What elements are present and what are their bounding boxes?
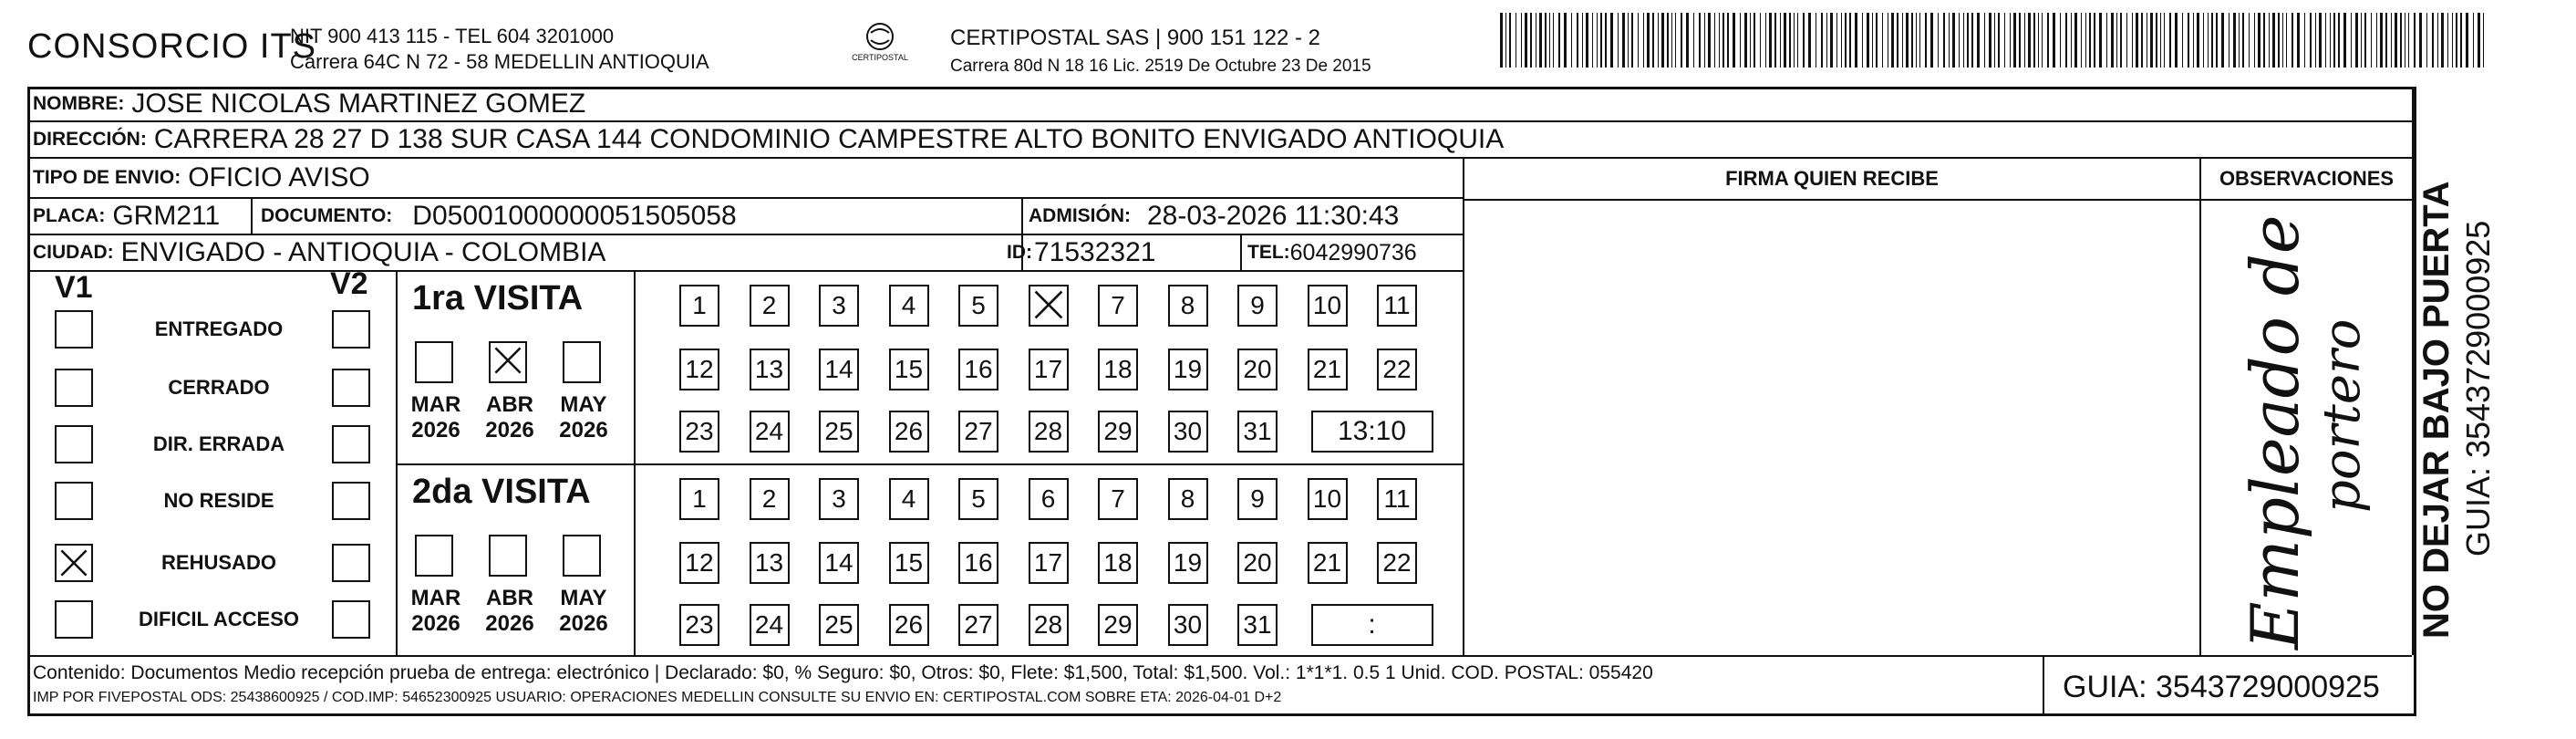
day-number: 7 — [1111, 291, 1125, 319]
day-number: 11 — [1383, 291, 1411, 319]
day-number: 17 — [1033, 548, 1063, 577]
day-box[interactable] — [679, 285, 719, 327]
signature-header: FIRMA QUIEN RECIBE — [1725, 167, 1939, 190]
v2-checkbox[interactable] — [332, 544, 370, 582]
x-mark-icon — [58, 547, 89, 578]
day-box[interactable] — [1377, 285, 1417, 327]
month-label — [478, 392, 542, 443]
v1-checkbox[interactable] — [55, 425, 93, 463]
month-label — [404, 392, 468, 443]
recipient-id: 71532321 — [1034, 237, 1156, 267]
day-number: 31 — [1243, 417, 1272, 445]
day-box[interactable] — [679, 478, 719, 520]
v1-checkbox[interactable] — [55, 369, 93, 407]
month-checkbox[interactable] — [563, 341, 601, 383]
day-number: 27 — [964, 417, 993, 445]
footer-content: Contenido: Documentos Medio recepción prueba de entrega: electrónico | Declarado: $0, % Seguro: $0, Otros: $0, Flete: $1,500, Total: $1,500. Vol.: 1*1*1. 0.5 1 Unid. COD. POSTAL: 055420 — [33, 662, 1653, 683]
day-number: 15 — [894, 548, 924, 577]
month-year: 2026 — [485, 611, 534, 636]
day-box[interactable] — [819, 285, 859, 327]
day-number: 14 — [824, 548, 853, 577]
day-number: 16 — [964, 355, 993, 383]
v1-checkbox[interactable] — [55, 600, 93, 639]
day-number: 26 — [894, 610, 924, 639]
recipient-city: ENVIGADO - ANTIOQUIA - COLOMBIA — [120, 237, 606, 267]
v1-checkbox[interactable] — [55, 544, 93, 582]
v2-header: V2 — [330, 266, 368, 301]
visit-title: 1ra VISITA — [412, 279, 584, 317]
day-number: 1 — [692, 484, 707, 513]
month-name: MAR — [410, 586, 461, 610]
day-box[interactable] — [1029, 478, 1069, 520]
month-label — [478, 586, 542, 637]
day-number: 4 — [901, 291, 916, 319]
v1-header: V1 — [55, 270, 93, 305]
day-box[interactable] — [1098, 411, 1138, 453]
day-box[interactable] — [889, 604, 929, 646]
month-label — [404, 586, 468, 637]
plate: GRM211 — [112, 201, 221, 231]
handwriting-line-2: portero — [2312, 318, 2372, 513]
day-box[interactable] — [1029, 285, 1069, 327]
day-number: 23 — [685, 610, 714, 639]
day-number: 10 — [1312, 484, 1342, 513]
side-warning: NO DEJAR BAJO PUERTA — [2416, 181, 2457, 639]
recipient-tel: 6042990736 — [1289, 239, 1417, 265]
day-number: 29 — [1103, 610, 1133, 639]
day-box[interactable] — [819, 478, 859, 520]
day-number: 19 — [1173, 355, 1203, 383]
document-number: D05001000000051505058 — [412, 201, 737, 231]
day-number: 23 — [685, 417, 714, 445]
time-box[interactable]: 13:10 — [1311, 411, 1433, 453]
month-checkbox[interactable] — [489, 535, 527, 577]
day-box[interactable] — [889, 478, 929, 520]
day-number: 15 — [894, 355, 924, 383]
month-year: 2026 — [485, 418, 534, 442]
day-number: 2 — [761, 484, 777, 513]
admission-label: ADMISIÓN: — [1029, 205, 1131, 226]
x-mark-icon — [492, 345, 523, 376]
day-box[interactable] — [1377, 349, 1417, 390]
day-number: 9 — [1250, 484, 1265, 513]
day-box[interactable] — [819, 411, 859, 453]
day-box[interactable] — [750, 604, 790, 646]
month-name: ABR — [486, 586, 533, 610]
day-number: 29 — [1103, 417, 1133, 445]
day-number: 6 — [1040, 484, 1056, 513]
day-number: 31 — [1243, 610, 1272, 639]
day-box[interactable] — [679, 604, 719, 646]
brand-name: CONSORCIO ITS — [27, 27, 317, 66]
day-box[interactable] — [1098, 542, 1138, 584]
day-number: 12 — [685, 548, 714, 577]
month-year: 2026 — [411, 418, 460, 442]
day-box[interactable] — [1029, 349, 1069, 390]
observations-header: OBSERVACIONES — [2219, 167, 2395, 190]
day-box[interactable] — [1377, 478, 1417, 520]
day-number: 1 — [692, 291, 707, 319]
day-box[interactable] — [1237, 349, 1278, 390]
day-box[interactable] — [889, 411, 929, 453]
month-label — [552, 586, 616, 637]
day-box[interactable] — [1308, 542, 1348, 584]
footer-imp: IMP POR FIVEPOSTAL ODS: 25438600925 / COD.IMP: 54652300925 USUARIO: OPERACIONES MEDELLIN CONSULTE SU ENVIO EN: CERTIPOSTAL.COM SOBRE ETA: 2026-04-01 D+2 — [33, 690, 1282, 705]
day-box[interactable] — [958, 349, 998, 390]
status-label: CERRADO — [168, 376, 270, 399]
day-box[interactable] — [1098, 349, 1138, 390]
status-label: DIR. ERRADA — [152, 432, 285, 455]
day-number: 30 — [1173, 417, 1203, 445]
tel-label: TEL: — [1247, 242, 1290, 263]
day-number: 5 — [971, 291, 986, 319]
recipient-name: JOSE NICOLAS MARTINEZ GOMEZ — [131, 88, 586, 119]
day-number: 3 — [832, 291, 846, 319]
day-box[interactable] — [819, 542, 859, 584]
day-box[interactable] — [958, 411, 998, 453]
day-box[interactable] — [958, 604, 998, 646]
v2-checkbox[interactable] — [332, 600, 370, 639]
time-box[interactable]: : — [1311, 604, 1433, 646]
day-number: 21 — [1312, 355, 1342, 383]
day-number: 24 — [754, 610, 784, 639]
day-box[interactable] — [1029, 542, 1069, 584]
day-number: 28 — [1033, 610, 1063, 639]
day-number: 30 — [1173, 610, 1203, 639]
logo-text: CERTIPOSTAL — [852, 53, 908, 62]
day-box[interactable] — [819, 604, 859, 646]
day-box[interactable] — [1237, 478, 1278, 520]
side-guia: GUIA: 3543729000925 — [2459, 220, 2497, 557]
carrier-name: CERTIPOSTAL SAS | 900 151 122 - 2 — [950, 26, 1320, 50]
day-number: 3 — [832, 484, 846, 513]
day-number: 27 — [964, 610, 993, 639]
day-box[interactable] — [1168, 604, 1208, 646]
status-label: NO RESIDE — [163, 489, 274, 512]
day-box[interactable] — [1168, 542, 1208, 584]
day-box[interactable] — [1098, 285, 1138, 327]
day-box[interactable] — [1168, 411, 1208, 453]
recipient-address: CARRERA 28 27 D 138 SUR CASA 144 CONDOMINIO CAMPESTRE ALTO BONITO ENVIGADO ANTIOQUIA — [153, 124, 1505, 154]
month-year: 2026 — [559, 418, 608, 442]
day-box[interactable] — [958, 285, 998, 327]
day-number: 19 — [1173, 548, 1203, 577]
day-number: 4 — [901, 484, 916, 513]
plate-label: PLACA: — [33, 205, 106, 226]
certipostal-logo — [834, 20, 926, 75]
v1-checkbox[interactable] — [55, 310, 93, 349]
document-label: DOCUMENTO: — [261, 205, 393, 226]
day-number: 24 — [754, 417, 784, 445]
day-box[interactable] — [1168, 285, 1208, 327]
day-number: 14 — [824, 355, 853, 383]
month-name: MAR — [410, 392, 461, 417]
day-box[interactable] — [819, 349, 859, 390]
carrier-address: Carrera 80d N 18 16 Lic. 2519 De Octubre 23 De 2015 — [950, 57, 1371, 76]
status-label: REHUSADO — [161, 551, 276, 574]
day-number: 10 — [1312, 291, 1342, 319]
v2-checkbox[interactable] — [332, 482, 370, 520]
x-mark-icon — [1032, 288, 1065, 321]
month-checkbox[interactable] — [415, 341, 453, 383]
day-box[interactable] — [889, 542, 929, 584]
day-number: 22 — [1382, 355, 1412, 383]
day-number: 18 — [1103, 548, 1133, 577]
day-box[interactable] — [1308, 478, 1348, 520]
address-label: DIRECCIÓN: — [33, 129, 147, 150]
day-box[interactable] — [1308, 349, 1348, 390]
month-name: MAY — [560, 392, 607, 417]
send-type: OFICIO AVISO — [188, 162, 370, 193]
month-checkbox[interactable] — [563, 535, 601, 577]
month-name: MAY — [560, 586, 607, 610]
day-number: 7 — [1111, 484, 1125, 513]
barcode — [1500, 13, 2494, 68]
day-number: 17 — [1033, 355, 1063, 383]
day-box[interactable] — [889, 285, 929, 327]
day-box[interactable] — [679, 349, 719, 390]
day-box[interactable] — [750, 349, 790, 390]
day-box[interactable] — [1098, 478, 1138, 520]
day-box[interactable] — [1237, 411, 1278, 453]
day-box[interactable] — [1237, 542, 1278, 584]
day-box[interactable] — [750, 411, 790, 453]
month-year: 2026 — [411, 611, 460, 636]
day-box[interactable] — [958, 478, 998, 520]
company-address: Carrera 64C N 72 - 58 MEDELLIN ANTIOQUIA — [290, 50, 709, 73]
day-number: 13 — [754, 355, 784, 383]
day-box[interactable] — [1029, 604, 1069, 646]
day-number: 2 — [761, 291, 777, 319]
day-number: 26 — [894, 417, 924, 445]
v1-checkbox[interactable] — [55, 482, 93, 520]
company-nit: NIT 900 413 115 - TEL 604 3201000 — [290, 25, 615, 47]
admission-date: 28-03-2026 11:30:43 — [1147, 201, 1400, 231]
status-label: DIFICIL ACCESO — [138, 608, 299, 630]
day-box[interactable] — [958, 542, 998, 584]
day-box[interactable] — [1168, 349, 1208, 390]
day-number: 16 — [964, 548, 993, 577]
day-box[interactable] — [679, 542, 719, 584]
month-checkbox[interactable] — [489, 341, 527, 383]
day-number: 20 — [1243, 355, 1272, 383]
day-box[interactable] — [1308, 285, 1348, 327]
footer-guia: GUIA: 3543729000925 — [2063, 670, 2380, 704]
observation-handwriting — [2237, 214, 2376, 650]
day-box[interactable] — [889, 349, 929, 390]
v2-checkbox[interactable] — [332, 310, 370, 349]
day-box[interactable] — [679, 411, 719, 453]
name-label: NOMBRE: — [33, 93, 125, 114]
visit-title: 2da VISITA — [412, 473, 591, 511]
month-year: 2026 — [559, 611, 608, 636]
day-number: 25 — [824, 610, 853, 639]
handwriting-line-1: Empleado de — [2237, 214, 2313, 650]
v2-checkbox[interactable] — [332, 369, 370, 407]
day-box[interactable] — [1098, 604, 1138, 646]
month-checkbox[interactable] — [415, 535, 453, 577]
day-box[interactable] — [1377, 542, 1417, 584]
day-box[interactable] — [1237, 285, 1278, 327]
day-number: 25 — [824, 417, 853, 445]
status-label: ENTREGADO — [154, 317, 284, 340]
day-number: 20 — [1243, 548, 1272, 577]
day-box[interactable] — [1029, 411, 1069, 453]
day-box[interactable] — [1237, 604, 1278, 646]
id-label: ID: — [1007, 242, 1032, 263]
day-number: 13 — [754, 548, 784, 577]
day-number: 8 — [1180, 484, 1195, 513]
day-box[interactable] — [750, 542, 790, 584]
day-number: 11 — [1383, 484, 1411, 513]
send-type-label: TIPO DE ENVIO: — [33, 167, 181, 188]
day-number: 18 — [1103, 355, 1133, 383]
day-number: 8 — [1180, 291, 1195, 319]
day-number: 22 — [1382, 548, 1412, 577]
day-box[interactable] — [750, 285, 790, 327]
month-label — [552, 392, 616, 443]
day-number: 21 — [1312, 548, 1342, 577]
city-label: CIUDAD: — [33, 242, 114, 263]
day-number: 5 — [971, 484, 986, 513]
day-number: 12 — [685, 355, 714, 383]
day-box[interactable] — [1168, 478, 1208, 520]
month-name: ABR — [486, 392, 533, 417]
day-box[interactable] — [750, 478, 790, 520]
v2-checkbox[interactable] — [332, 425, 370, 463]
day-number: 9 — [1250, 291, 1265, 319]
day-number: 28 — [1033, 417, 1063, 445]
